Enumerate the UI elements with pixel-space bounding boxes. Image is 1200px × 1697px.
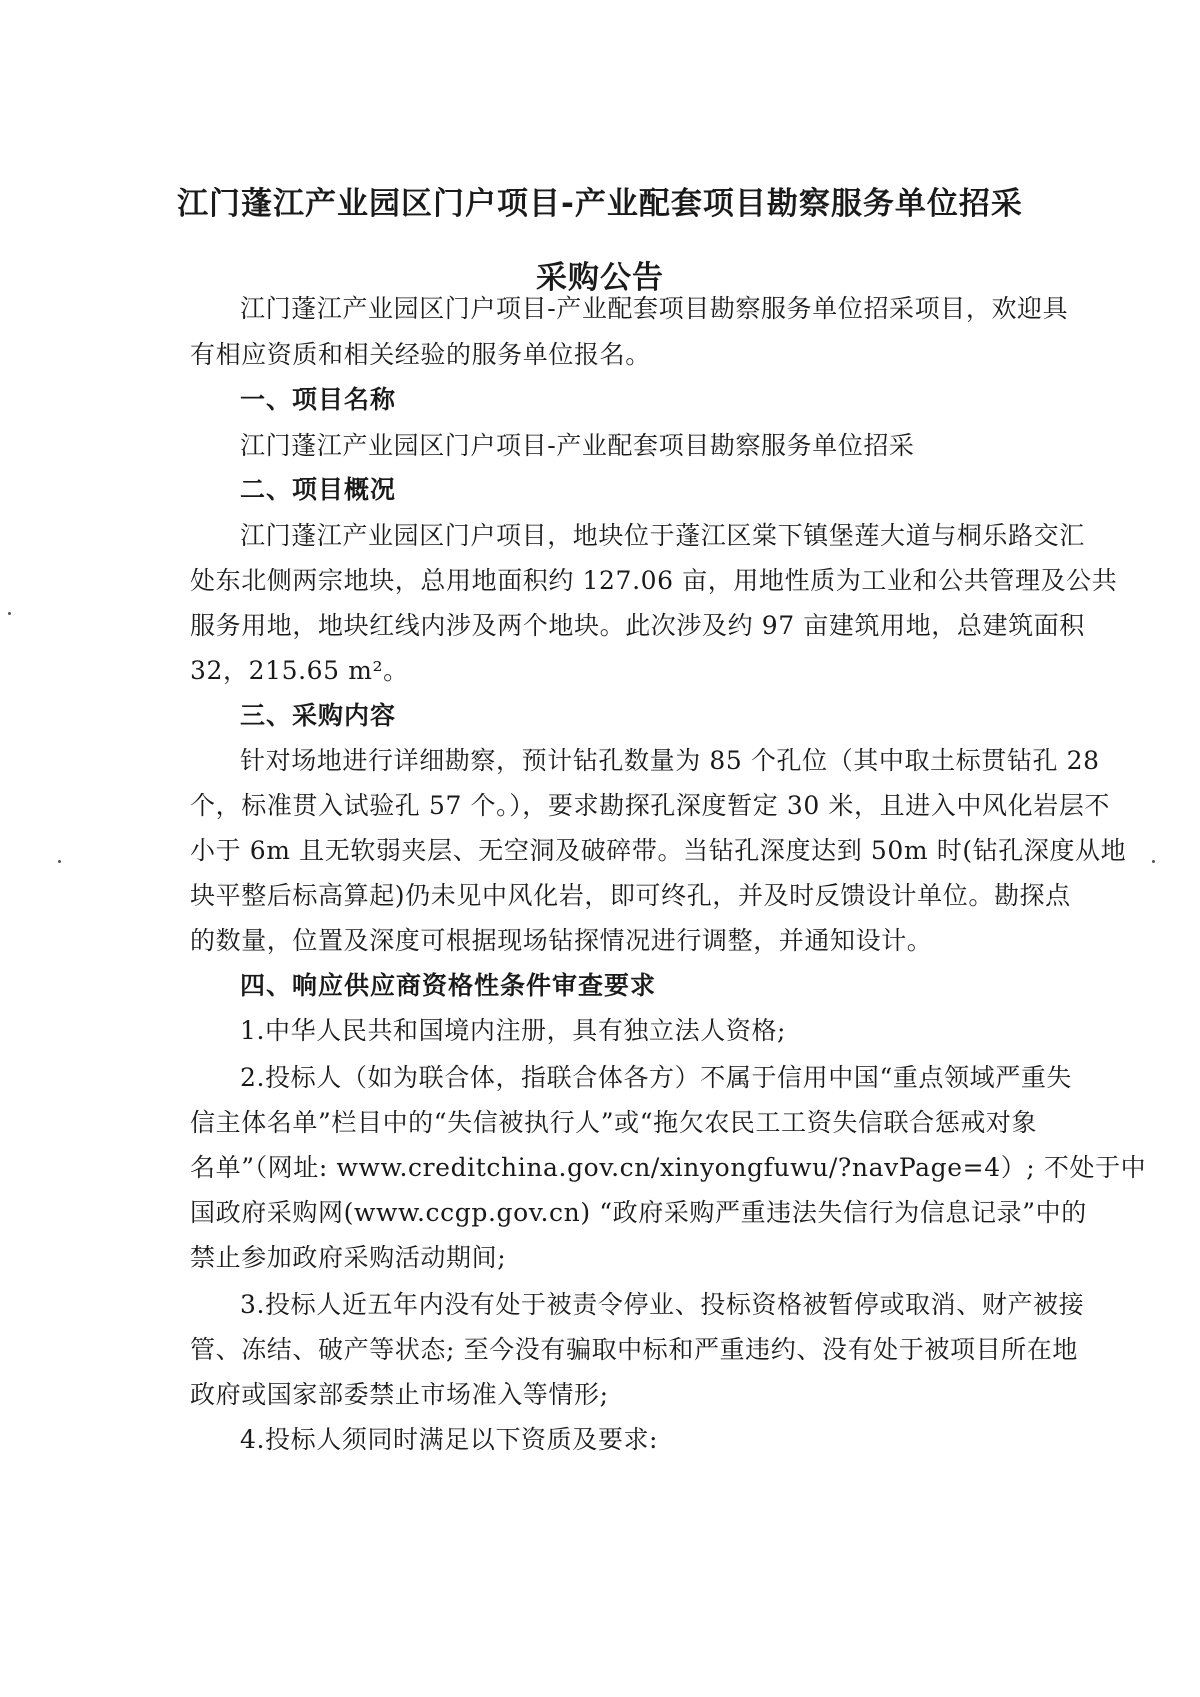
- scan-speck: [8, 612, 11, 615]
- scan-speck: [58, 860, 61, 863]
- overview-line: 服务用地，地块红线内涉及两个地块。此次涉及约 97 亩建筑用地，总建筑面积: [190, 611, 1085, 640]
- document-subtitle: 采购公告: [536, 260, 664, 296]
- section-heading-overview: 二、项目概况: [240, 475, 397, 504]
- procurement-line: 小于 6m 且无软弱夹层、无空洞及破碎带。当钻孔深度达到 50m 时(钻孔深度从地: [190, 836, 1127, 865]
- qualification-item-3-line: 政府或国家部委禁止市场准入等情形;: [190, 1380, 609, 1409]
- qualification-item-4: 4.投标人须同时满足以下资质及要求:: [240, 1425, 659, 1454]
- procurement-line: 针对场地进行详细勘察，预计钻孔数量为 85 个孔位（其中取土标贯钻孔 28: [240, 746, 1100, 775]
- qualification-item-2-line: 国政府采购网(www.ccgp.gov.cn) “政府采购严重违法失信行为信息记录”中的: [190, 1198, 1087, 1227]
- qualification-item-2-line: 名单”（网址: www.creditchina.gov.cn/xinyongfuwu/?navPage=4）; 不处于中: [190, 1153, 1147, 1182]
- qualification-item-2-line: 信主体名单”栏目中的“失信被执行人”或“拖欠农民工工资失信联合惩戒对象: [190, 1108, 1038, 1137]
- qualification-item-2-line: 禁止参加政府采购活动期间;: [190, 1243, 507, 1272]
- scan-speck: [1152, 860, 1155, 863]
- qualification-item-2-line: 2.投标人（如为联合体，指联合体各方）不属于信用中国“重点领域严重失: [240, 1063, 1073, 1092]
- intro-line: 有相应资质和相关经验的服务单位报名。: [190, 340, 651, 369]
- procurement-line: 的数量，位置及深度可根据现场钻探情况进行调整，并通知设计。: [190, 926, 933, 955]
- section-heading-project-name: 一、项目名称: [240, 385, 397, 414]
- project-name-text: 江门蓬江产业园区门户项目-产业配套项目勘察服务单位招采: [240, 431, 915, 460]
- procurement-line: 个，标准贯入试验孔 57 个。），要求勘探孔深度暂定 30 米，且进入中风化岩层不: [190, 791, 1111, 820]
- intro-line: 江门蓬江产业园区门户项目-产业配套项目勘察服务单位招采项目，欢迎具: [240, 294, 1069, 323]
- qualification-item-3-line: 3.投标人近五年内没有处于被责令停业、投标资格被暂停或取消、财产被接: [240, 1290, 1085, 1319]
- section-heading-qualification: 四、响应供应商资格性条件审查要求: [240, 971, 657, 1000]
- overview-line: 32，215.65 m²。: [190, 656, 409, 685]
- qualification-item-1: 1.中华人民共和国境内注册，具有独立法人资格;: [240, 1016, 787, 1045]
- overview-line: 处东北侧两宗地块，总用地面积约 127.06 亩，用地性质为工业和公共管理及公共: [190, 566, 1118, 595]
- overview-line: 江门蓬江产业园区门户项目，地块位于蓬江区棠下镇堡莲大道与桐乐路交汇: [240, 521, 1085, 550]
- document-title: 江门蓬江产业园区门户项目-产业配套项目勘察服务单位招采: [177, 186, 1023, 222]
- section-heading-procurement-content: 三、采购内容: [240, 701, 397, 730]
- procurement-line: 块平整后标高算起)仍未见中风化岩，即可终孔，并及时反馈设计单位。勘探点: [190, 881, 1071, 910]
- qualification-item-3-line: 管、冻结、破产等状态; 至今没有骗取中标和严重违约、没有处于被项目所在地: [190, 1335, 1078, 1364]
